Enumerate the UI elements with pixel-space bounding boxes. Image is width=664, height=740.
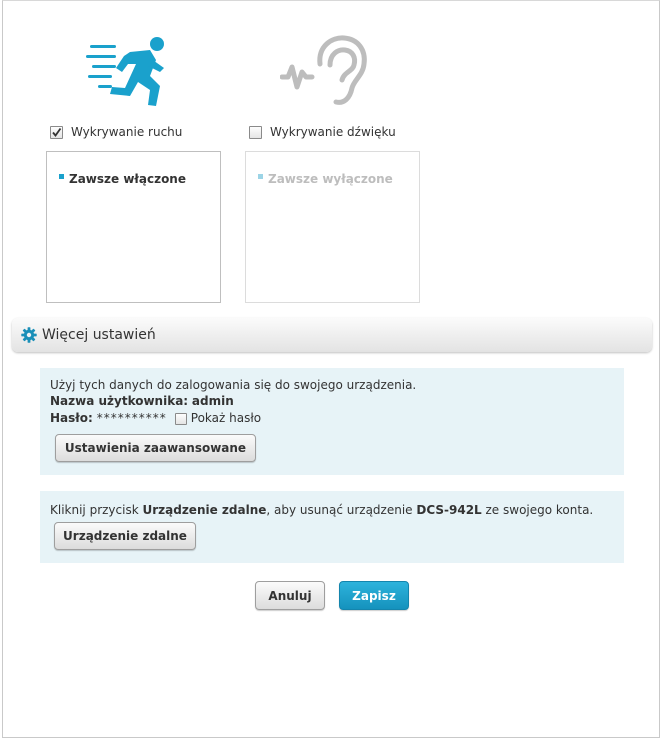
password-value: ********** xyxy=(96,411,167,425)
motion-schedule-label: Zawsze włączone xyxy=(69,172,186,186)
motion-schedule-item[interactable] xyxy=(59,172,186,186)
sound-schedule-label: Zawsze wyłączone xyxy=(268,172,393,186)
password-row xyxy=(50,411,261,426)
sound-detection-label: Wykrywanie dźwięku xyxy=(270,125,396,139)
remove-text-part: , aby usunąć urządzenie xyxy=(266,503,417,517)
sound-detection-checkbox[interactable] xyxy=(249,126,262,139)
motion-detection-label: Wykrywanie ruchu xyxy=(71,125,183,139)
motion-schedule-panel[interactable] xyxy=(46,151,221,303)
advanced-settings-button[interactable]: Ustawienia zaawansowane xyxy=(55,434,256,462)
username-value: admin xyxy=(191,394,234,408)
login-intro-text: Użyj tych danych do zalogowania się do swojego urządzenia. xyxy=(50,378,417,392)
cancel-button[interactable]: Anuluj xyxy=(255,581,325,610)
bullet-icon xyxy=(258,174,263,179)
sound-schedule-panel xyxy=(245,151,420,303)
login-info-box xyxy=(40,368,624,475)
device-name: DCS-942L xyxy=(416,503,482,517)
bullet-icon xyxy=(59,174,64,179)
remove-text-part: Kliknij przycisk xyxy=(50,503,143,517)
remove-button-reference: Urządzenie zdalne xyxy=(142,503,267,517)
remove-device-box xyxy=(40,491,624,563)
running-person-icon xyxy=(84,34,172,108)
ear-sound-icon xyxy=(280,34,370,108)
show-password-label: Pokaż hasło xyxy=(190,411,262,425)
gear-icon xyxy=(21,327,37,343)
check-icon xyxy=(51,127,62,138)
remove-device-text xyxy=(50,503,593,518)
motion-detection-checkbox[interactable] xyxy=(50,126,63,139)
more-settings-header[interactable] xyxy=(12,318,652,352)
remove-text-part: ze swojego konta. xyxy=(481,503,594,517)
remove-device-button[interactable]: Urządzenie zdalne xyxy=(54,522,196,550)
password-label: Hasło: xyxy=(50,411,93,425)
username-label: Nazwa użytkownika: xyxy=(50,394,189,408)
username-row xyxy=(50,394,234,409)
save-button[interactable]: Zapisz xyxy=(339,581,409,610)
more-settings-title: Więcej ustawień xyxy=(42,327,156,343)
show-password-checkbox[interactable] xyxy=(175,413,187,425)
sound-schedule-item xyxy=(258,172,393,186)
